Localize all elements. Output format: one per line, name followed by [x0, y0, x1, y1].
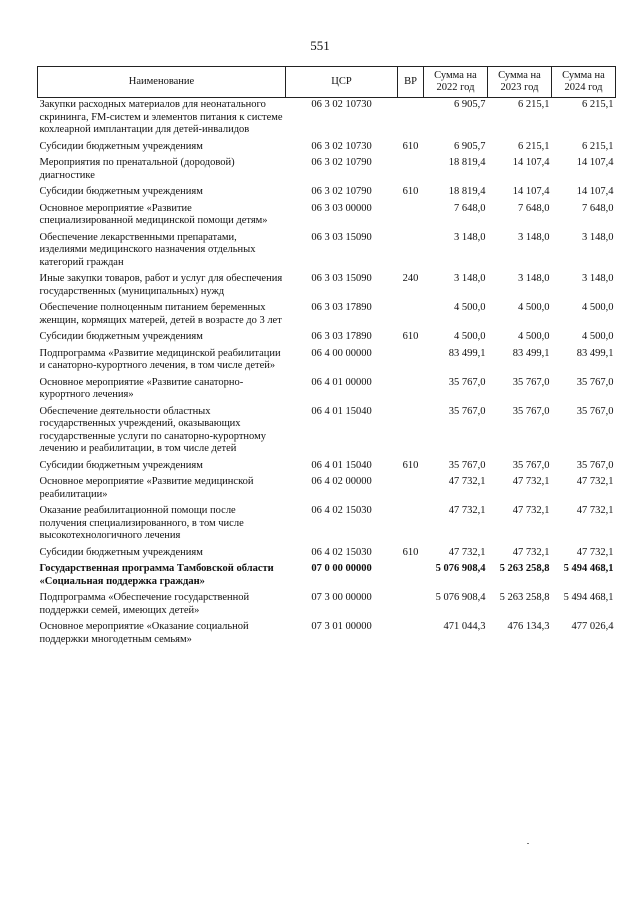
header-name: Наименование — [38, 67, 286, 98]
row-sum-2022: 18 819,4 — [448, 186, 486, 197]
row-name: Обеспечение полноценным питанием беременных женщин, кормящих матерей, детей в возрасте до 3 лет — [39, 302, 282, 326]
row-csr: 06 3 03 17890 — [311, 302, 372, 313]
row-name: Субсидии бюджетным учреждениям — [39, 140, 203, 152]
row-sum-2023: 4 500,0 — [518, 331, 550, 342]
row-vr — [398, 376, 424, 405]
scan-speck — [527, 843, 529, 844]
row-vr — [398, 301, 424, 330]
row-csr: 06 4 01 15040 — [311, 405, 372, 417]
row-sum-2022: 6 905,7 — [454, 140, 486, 152]
row-csr: 06 4 01 00000 — [311, 376, 372, 388]
row-vr: 610 — [402, 546, 419, 558]
table-row — [38, 202, 616, 231]
row-sum-2024: 5 494 468,1 — [563, 592, 614, 603]
table-row — [38, 231, 616, 273]
row-csr: 06 3 03 15090 — [311, 273, 372, 284]
table-row — [38, 185, 616, 202]
row-sum-2023: 47 732,1 — [512, 476, 550, 487]
row-name: Субсидии бюджетным учреждениям — [39, 186, 203, 197]
table-row — [38, 591, 616, 620]
row-vr: 610 — [402, 459, 419, 471]
table-body — [38, 98, 616, 650]
row-sum-2024: 47 732,1 — [576, 546, 614, 558]
row-vr — [398, 405, 424, 459]
row-csr: 06 4 02 15030 — [311, 505, 372, 516]
row-sum-2023: 4 500,0 — [518, 302, 550, 313]
row-name: Основное мероприятие «Оказание социальной поддержки многодетным семьям» — [39, 621, 249, 645]
row-name: Государственная программа Тамбовской области «Социальная поддержка граждан» — [39, 563, 274, 587]
row-sum-2024: 35 767,0 — [576, 459, 614, 471]
row-sum-2023: 5 263 258,8 — [499, 563, 550, 574]
row-sum-2023: 6 215,1 — [518, 140, 550, 152]
row-sum-2022: 35 767,0 — [448, 376, 486, 388]
row-sum-2022: 6 905,7 — [454, 99, 486, 110]
header-csr: ЦСР — [286, 67, 398, 98]
row-sum-2022: 47 732,1 — [448, 476, 486, 487]
table-row — [38, 459, 616, 476]
row-name: Основное мероприятие «Развитие специализированной медицинской помощи детям» — [39, 202, 268, 226]
row-csr: 06 3 02 10730 — [311, 99, 372, 110]
row-sum-2024: 7 648,0 — [582, 202, 614, 214]
row-sum-2024: 6 215,1 — [582, 99, 614, 110]
row-name: Субсидии бюджетным учреждениям — [39, 331, 203, 342]
row-sum-2023: 3 148,0 — [518, 273, 550, 284]
row-sum-2022: 3 148,0 — [454, 231, 486, 243]
row-sum-2023: 6 215,1 — [518, 99, 550, 110]
row-sum-2023: 35 767,0 — [512, 405, 550, 417]
row-sum-2022: 3 148,0 — [454, 273, 486, 284]
row-vr — [398, 591, 424, 620]
row-csr: 06 3 02 10790 — [311, 157, 372, 168]
row-csr: 06 4 01 15040 — [311, 459, 372, 471]
row-sum-2023: 14 107,4 — [512, 157, 550, 168]
table-row — [38, 272, 616, 301]
row-name: Основное мероприятие «Развитие медицинской реабилитации» — [39, 476, 254, 500]
table-row — [38, 301, 616, 330]
row-name: Мероприятия по пренатальной (дородовой) диагностике — [39, 157, 235, 181]
page-number: 551 — [310, 38, 330, 53]
row-sum-2023: 35 767,0 — [512, 459, 550, 471]
row-vr — [398, 475, 424, 504]
row-vr: 610 — [402, 331, 419, 342]
row-name: Подпрограмма «Обеспечение государственной поддержки семей, имеющих детей» — [39, 592, 250, 616]
row-sum-2022: 35 767,0 — [448, 405, 486, 417]
row-sum-2023: 47 732,1 — [512, 505, 550, 516]
row-sum-2022: 4 500,0 — [454, 331, 486, 342]
row-sum-2023: 83 499,1 — [512, 347, 550, 359]
row-name: Закупки расходных материалов для неонатального скрининга, FM-систем и элементов питания к системе кохлеарной имплантации для детей-инвалидов — [39, 99, 283, 135]
row-sum-2024: 6 215,1 — [582, 140, 614, 152]
table-row — [38, 475, 616, 504]
row-vr — [398, 562, 424, 591]
row-vr — [398, 156, 424, 185]
row-name: Субсидии бюджетным учреждениям — [39, 546, 203, 558]
row-csr: 06 3 03 15090 — [311, 231, 372, 243]
row-csr: 06 3 03 17890 — [311, 331, 372, 342]
row-vr — [398, 620, 424, 649]
row-csr: 06 4 00 00000 — [311, 347, 372, 359]
row-name: Оказание реабилитационной помощи после получения специализированного, в том числе высокотехнологичного лечения — [39, 505, 244, 541]
row-sum-2022: 35 767,0 — [448, 459, 486, 471]
table-row — [38, 405, 616, 459]
table-row — [38, 347, 616, 376]
budget-table — [37, 66, 616, 649]
row-sum-2022: 83 499,1 — [448, 347, 486, 359]
row-sum-2024: 47 732,1 — [576, 505, 614, 516]
table-row — [38, 546, 616, 563]
row-vr — [398, 504, 424, 546]
row-sum-2024: 14 107,4 — [576, 186, 614, 197]
row-csr: 06 3 03 00000 — [311, 202, 372, 214]
header-sum-2023: Сумма на 2023 год — [488, 67, 552, 98]
row-csr: 06 3 02 10790 — [311, 186, 372, 197]
row-sum-2022: 18 819,4 — [448, 157, 486, 168]
row-vr — [398, 202, 424, 231]
row-csr: 06 3 02 10730 — [311, 140, 372, 152]
row-vr: 610 — [402, 140, 419, 152]
row-sum-2022: 4 500,0 — [454, 302, 486, 313]
row-name: Обеспечение деятельности областных государственных учреждений, оказывающих государственные услуги по санаторно-курортному лечению и реабилитации, в том числе детей — [39, 405, 266, 454]
row-vr — [398, 231, 424, 273]
row-name: Обеспечение лекарственными препаратами, изделиями медицинского назначения отдельных категорий граждан — [39, 231, 256, 268]
row-sum-2022: 5 076 908,4 — [435, 563, 486, 574]
table-row — [38, 98, 616, 140]
row-sum-2024: 3 148,0 — [582, 273, 614, 284]
row-vr: 240 — [402, 273, 419, 284]
row-vr — [398, 98, 424, 140]
header-sum-2024: Сумма на 2024 год — [552, 67, 616, 98]
row-sum-2023: 3 148,0 — [518, 231, 550, 243]
row-sum-2023: 47 732,1 — [512, 546, 550, 558]
row-sum-2024: 4 500,0 — [582, 331, 614, 342]
row-csr: 07 0 00 00000 — [311, 563, 372, 574]
table-row — [38, 330, 616, 347]
header-sum-2022: Сумма на 2022 год — [424, 67, 488, 98]
table-row — [38, 504, 616, 546]
row-sum-2023: 476 134,3 — [507, 621, 550, 632]
table-row — [38, 156, 616, 185]
row-sum-2024: 3 148,0 — [582, 231, 614, 243]
row-sum-2022: 471 044,3 — [443, 621, 486, 632]
row-sum-2023: 5 263 258,8 — [499, 592, 550, 603]
table-header — [38, 67, 616, 98]
row-sum-2024: 477 026,4 — [571, 621, 614, 632]
row-sum-2023: 7 648,0 — [518, 202, 550, 214]
row-csr: 07 3 00 00000 — [311, 592, 372, 603]
row-sum-2022: 47 732,1 — [448, 505, 486, 516]
row-name: Подпрограмма «Развитие медицинской реабилитации и санаторно-курортного лечения, в том числе детей» — [39, 347, 281, 371]
row-sum-2022: 7 648,0 — [454, 202, 486, 214]
row-sum-2023: 14 107,4 — [512, 186, 550, 197]
row-csr: 06 4 02 00000 — [311, 476, 372, 487]
row-sum-2022: 47 732,1 — [448, 546, 486, 558]
row-sum-2024: 14 107,4 — [576, 157, 614, 168]
row-csr: 06 4 02 15030 — [311, 546, 372, 558]
row-csr: 07 3 01 00000 — [311, 621, 372, 632]
row-sum-2024: 5 494 468,1 — [563, 563, 614, 574]
row-name: Основное мероприятие «Развитие санаторно-курортного лечения» — [39, 376, 244, 400]
header-vr: ВР — [398, 67, 424, 98]
row-sum-2024: 47 732,1 — [576, 476, 614, 487]
row-sum-2024: 35 767,0 — [576, 405, 614, 417]
table-row — [38, 620, 616, 649]
row-sum-2024: 4 500,0 — [582, 302, 614, 313]
row-sum-2024: 83 499,1 — [576, 347, 614, 359]
row-vr — [398, 347, 424, 376]
row-vr: 610 — [402, 186, 419, 197]
table-row-program — [38, 562, 616, 591]
row-name: Иные закупки товаров, работ и услуг для обеспечения государственных (муниципальных) нужд — [39, 273, 283, 297]
row-sum-2024: 35 767,0 — [576, 376, 614, 388]
table-row — [38, 376, 616, 405]
row-sum-2022: 5 076 908,4 — [435, 592, 486, 603]
table-row — [38, 140, 616, 157]
row-sum-2023: 35 767,0 — [512, 376, 550, 388]
row-name: Субсидии бюджетным учреждениям — [39, 459, 203, 471]
